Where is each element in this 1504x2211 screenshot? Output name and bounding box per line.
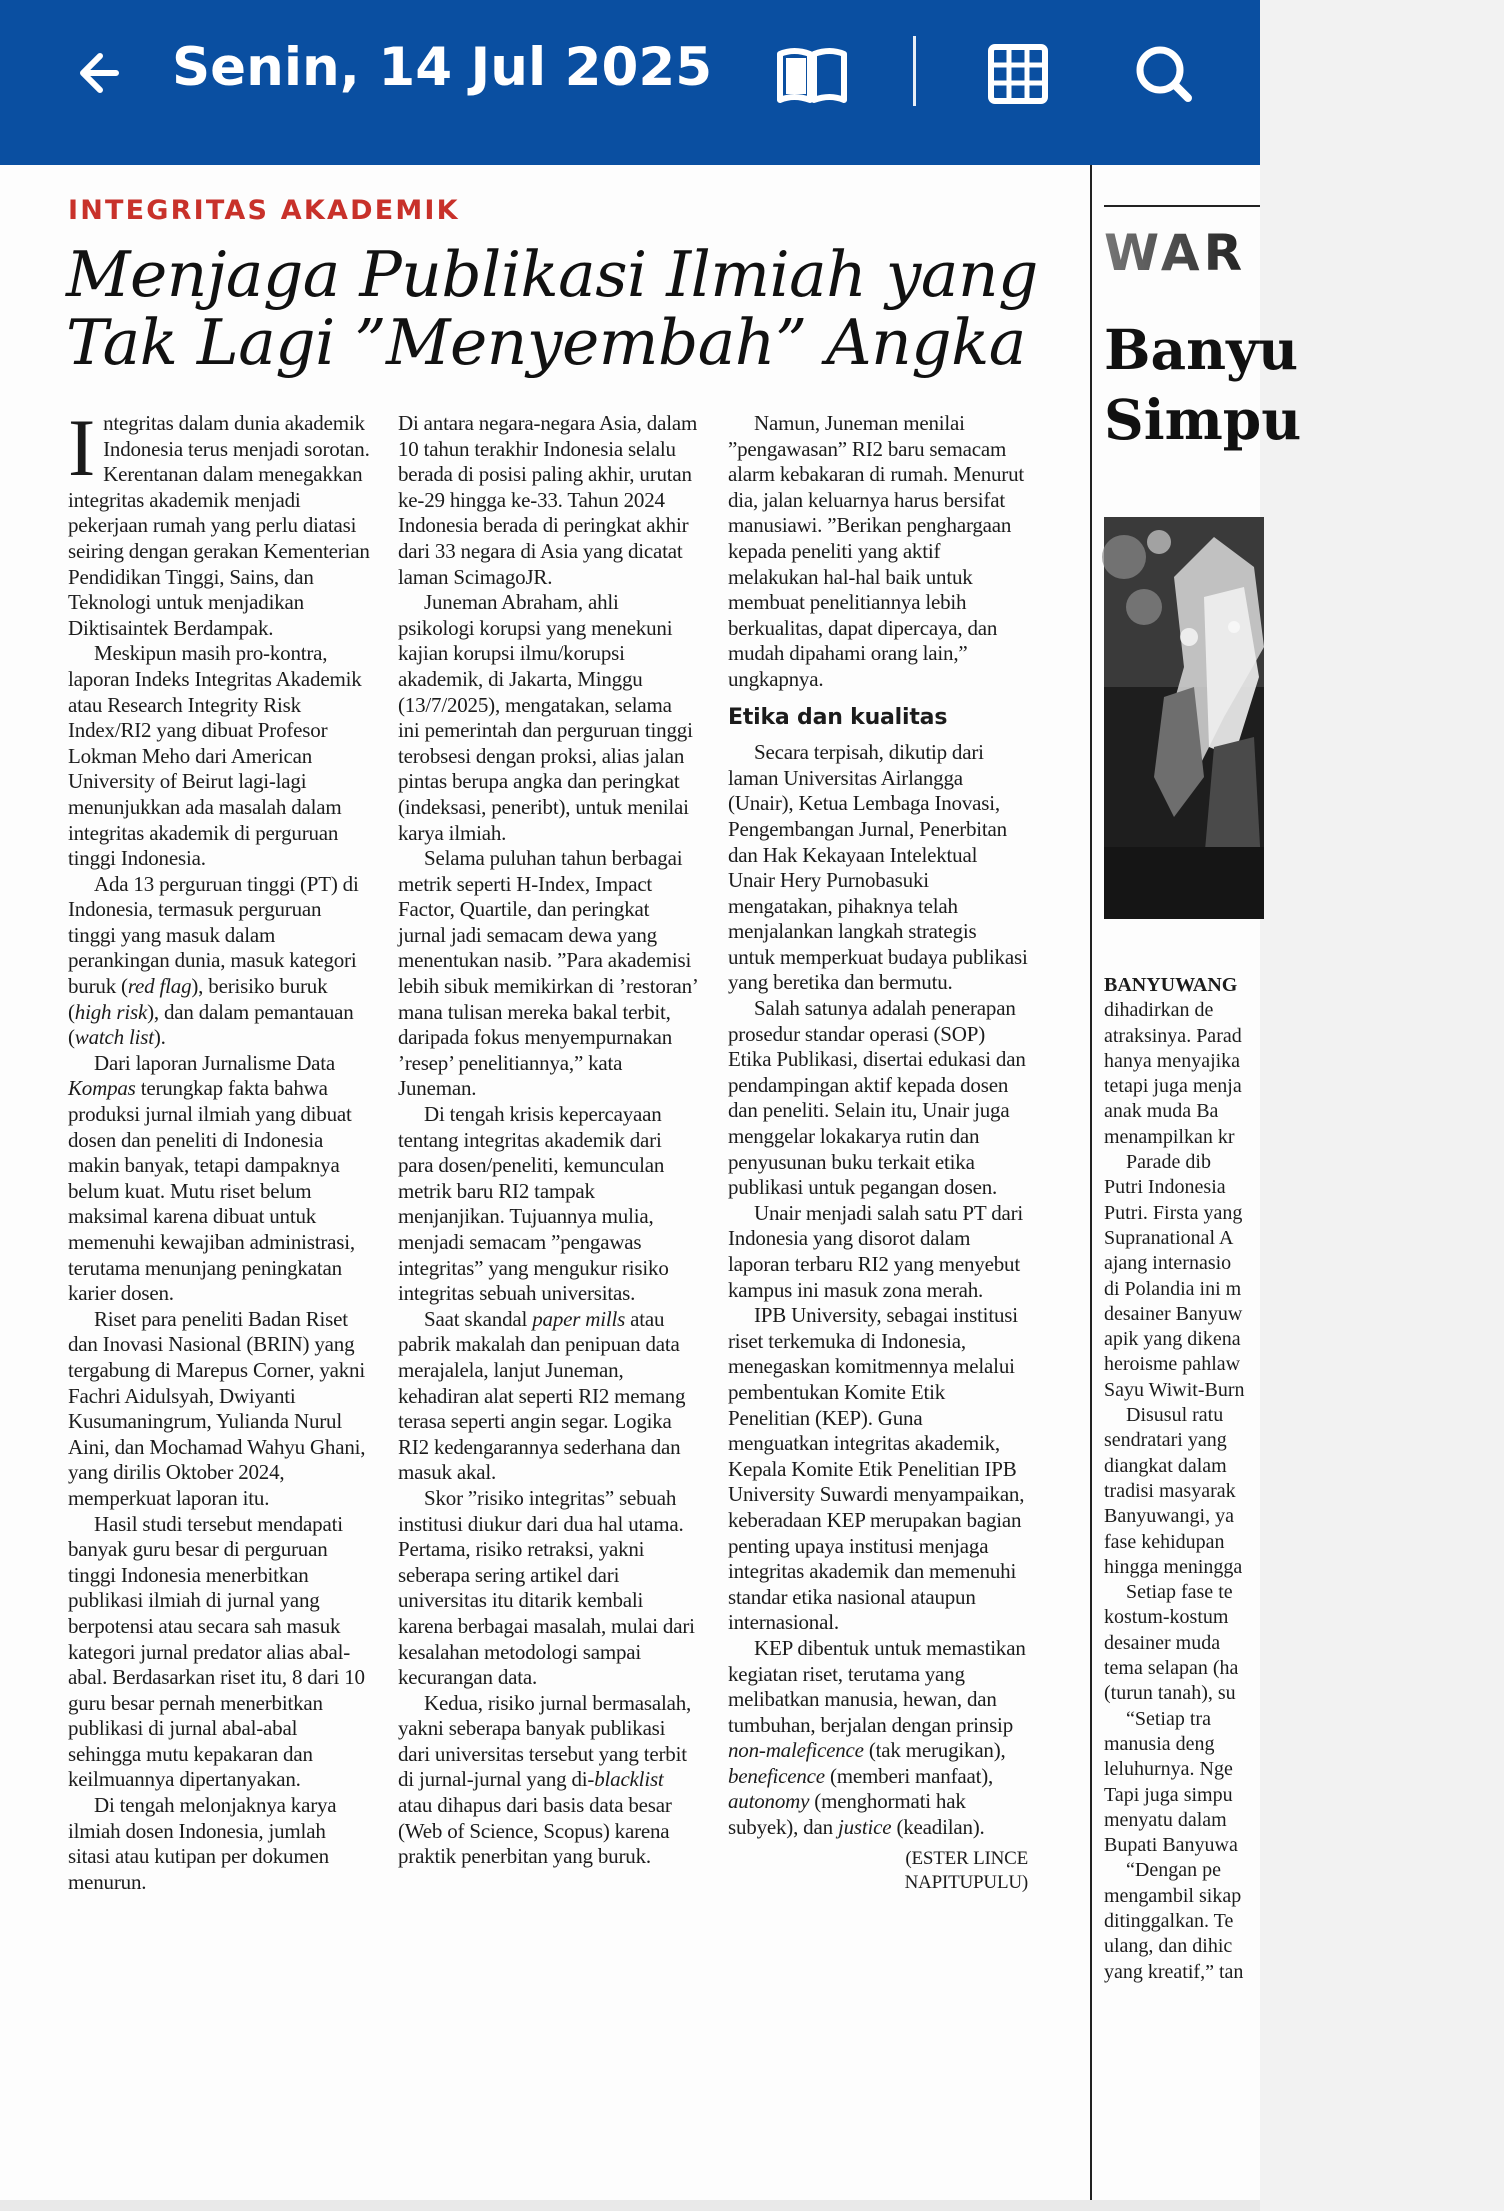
side-article-line: Sayu Wiwit-Burn — [1104, 1378, 1245, 1401]
side-article-line: Setiap fase te — [1126, 1581, 1233, 1604]
column-divider-rule — [1090, 165, 1092, 2200]
side-article-line: atraksinya. Parad — [1104, 1024, 1242, 1047]
side-article-line: leluhurnya. Nge — [1104, 1758, 1233, 1781]
side-article-line: sendratari yang — [1104, 1429, 1227, 1452]
side-article-line: Banyuwangi, ya — [1104, 1505, 1234, 1528]
side-article-line: Supranational A — [1104, 1226, 1234, 1249]
search-icon[interactable] — [1124, 34, 1204, 114]
headline-line-1: Menjaga Publikasi Ilmiah yang — [66, 238, 1038, 311]
side-article-line: desainer Banyuw — [1104, 1302, 1243, 1325]
side-article-line: manusia deng — [1104, 1732, 1215, 1755]
paragraph: Di antara negara-negara Asia, dalam 10 tahun terakhir Indonesia selalu berada di posisi paling akhir, urutan ke-29 hingga ke-33. Tahun 2024 Indonesia berada di peringkat akhir dari 33 negara di Asia yang dicatat laman ScimagoJR. — [398, 411, 698, 589]
side-article-line: hanya menyajika — [1104, 1049, 1241, 1072]
author-byline: (ESTER LINCE NAPITUPULU) — [904, 1847, 1028, 1893]
side-article-line: kostum-kostum — [1104, 1606, 1229, 1629]
side-article-logo — [1104, 224, 1264, 282]
section-subheading: Etika dan kualitas — [728, 704, 948, 730]
side-article-line: ajang internasio — [1104, 1252, 1232, 1275]
article-kicker: INTEGRITAS AKADEMIK — [68, 195, 460, 226]
side-article-photo[interactable] — [1104, 517, 1264, 919]
side-article-line: “Dengan pe — [1126, 1859, 1221, 1882]
side-article-line: yang kreatif,” tan — [1104, 1960, 1244, 1983]
headline-line-2: Tak Lagi ”Menyembah” Angka — [66, 306, 1026, 379]
paragraph: KEP dibentuk untuk memastikan kegiatan riset, terutama yang melibatkan manusia, hewan, dan tumbuhan, berjalan dengan prinsip non-maleficence (tak merugikan), beneficence (memberi manfaat), autonomy (menghormati hak subyek), dan justice (keadilan). — [728, 1635, 1026, 1840]
side-article-line: BANYUWANG — [1104, 974, 1238, 996]
toolbar-divider — [913, 36, 916, 106]
paragraph: Selama puluhan tahun berbagai metrik seperti H-Index, Impact Factor, Quartile, dan peringkat jurnal jadi semacam dewa yang menentukan nasib. ”Para akademisi lebih sibuk memikirkan di ’restoran’ mana tulisan mereka bakal terbit, daripada fokus menyempurnakan ’resep’ penelitiannya,” kata Juneman. — [398, 846, 698, 1101]
side-article-line: diangkat dalam — [1104, 1454, 1227, 1477]
side-article-line: anak muda Ba — [1104, 1100, 1219, 1123]
paragraph: Riset para peneliti Badan Riset dan Inovasi Nasional (BRIN) yang tergabung di Marepus Corner, yakni Fachri Aidulsyah, Dwiyanti Kusumaningrum, Yulianda Nurul Aini, dan Mochamad Wahyu Ghani, yang dirilis Oktober 2024, memperkuat laporan itu. — [68, 1306, 366, 1510]
newspaper-page[interactable] — [0, 165, 1302, 2200]
side-article-line: Tapi juga simpu — [1104, 1783, 1233, 1806]
side-article-line: Disusul ratu — [1126, 1404, 1224, 1427]
side-article-line: Bupati Banyuwa — [1104, 1834, 1238, 1857]
side-article-line: dihadirkan de — [1104, 999, 1214, 1022]
back-arrow-icon[interactable] — [70, 40, 136, 106]
side-article-line: Parade dib — [1126, 1151, 1211, 1174]
paragraph: Di tengah melonjaknya karya ilmiah dosen Indonesia, jumlah sitasi atau kutipan per dokumen menurun. — [68, 1793, 337, 1894]
paragraph: Secara terpisah, dikutip dari laman Universitas Airlangga (Unair), Ketua Lembaga Inovasi, Pengembangan Jurnal, Penerbitan dan Hak Kekayaan Intelektual Unair Hery Purnobasuki mengatakan, pihaknya telah menjalankan langkah strategis untuk memperkuat budaya publikasi yang beretika dan bermutu. — [728, 740, 1028, 995]
paragraph: Kedua, risiko jurnal bermasalah, yakni seberapa banyak publikasi dari universitas tersebut yang terbit di jurnal-jurnal yang di-blacklist atau dihapus dari basis data besar (Web of Science, Scopus) karena praktik penerbitan yang buruk. — [398, 1690, 692, 1869]
paragraph: Skor ”risiko integritas” sebuah institusi diukur dari dua hal utama. Pertama, risiko retraksi, yakni seberapa sering artikel dari universitas itu ditarik kembali karena berbagai masalah, mulai dari kesalahan metodologi sampai kecurangan data. — [398, 1485, 695, 1690]
side-article-line: tema selapan (ha — [1104, 1657, 1239, 1680]
side-article-line: ulang, dan dihic — [1104, 1935, 1233, 1958]
paragraph: Dari laporan Jurnalisme Data Kompas terungkap fakta bahwa produksi jurnal ilmiah yang dibuat dosen dan peneliti di Indonesia makin banyak, tetapi dampaknya belum kuat. Mutu riset belum maksimal karena dibuat untuk memenuhi kewajiban administrasi, terutama menunjang peningkatan karier dosen. — [68, 1050, 355, 1306]
side-article-text — [1104, 973, 1260, 2193]
side-article-line: desainer muda — [1104, 1631, 1221, 1654]
bottom-edge — [0, 2200, 1260, 2211]
side-article-top-rule — [1104, 205, 1260, 207]
paragraph: Juneman Abraham, ahli psikologi korupsi yang menekuni kajian korupsi ilmu/korupsi akademik, di Jakarta, Minggu (13/7/2025), mengatakan, selama ini pemerintah dan perguruan tinggi terobsesi dengan proksi, alias jalan pintas berupa angka dan peringkat (indeksasi, peneribt), untuk menilai karya ilmiah. — [398, 590, 693, 845]
paragraph: Ada 13 perguruan tinggi (PT) di Indonesia, termasuk perguruan tinggi yang masuk dalam perankingan dunia, masuk kategori buruk (red flag), berisiko buruk (high risk), dan dalam pemantauan (watch list). — [68, 871, 359, 1050]
side-article-line: mengambil sikap — [1104, 1884, 1242, 1907]
drop-cap: I — [68, 402, 96, 493]
side-article-line: ditinggalkan. Te — [1104, 1909, 1234, 1932]
edition-date-title: Senin, 14 Jul 2025 — [172, 37, 713, 98]
side-article-line: apik yang dikena — [1104, 1328, 1241, 1351]
paragraph: IPB University, sebagai institusi riset terkemuka di Indonesia, menegaskan komitmennya melalui pembentukan Komite Etik Penelitian (KEP). Guna menguatkan integritas akademik, Kepala Komite Etik Penelitian IPB University Suwardi menyampaikan, keberadaan KEP merupakan bagian penting upaya institusi menjaga integritas akademik dan memenuhi standar etika nasional ataupun internasional. — [728, 1303, 1025, 1635]
paragraph: Saat skandal paper mills atau pabrik makalah dan penipuan data merajalela, lanjut Juneman, kehadiran alat seperti RI2 memang terasa seperti angin segar. Logika RI2 kedengarannya sederhana dan masuk akal. — [398, 1306, 686, 1485]
side-article-line: (turun tanah), su — [1104, 1682, 1236, 1705]
side-article-line: heroisme pahlaw — [1104, 1353, 1241, 1376]
paragraph: Integritas dalam dunia akademik Indonesia terus menjadi sorotan. Kerentanan dalam menegakkan integritas akademik menjadi pekerjaan rumah yang perlu diatasi seiring dengan gerakan Kementerian Pendidikan Tinggi, Sains, dan Teknologi untuk menjadikan Diktisaintek Berdampak. — [68, 402, 370, 640]
paragraph: Di tengah krisis kepercayaan tentang integritas akademik dari para dosen/peneliti, kemunculan metrik baru RI2 tampak menjanjikan. Tujuannya mulia, menjadi semacam ”pengawas integritas” yang mengukur risiko integritas sebuah universitas. — [398, 1102, 669, 1306]
side-article-line: di Polandia ini m — [1104, 1277, 1242, 1300]
side-article-line: Putri. Firsta yang — [1104, 1201, 1243, 1224]
side-article-title[interactable]: Banyu Simpu — [1104, 317, 1302, 452]
paragraph: Unair menjadi salah satu PT dari Indonesia yang disorot dalam laporan terbaru RI2 yang menyebut kampus ini masuk zona merah. — [728, 1200, 1024, 1302]
book-icon[interactable] — [772, 34, 852, 114]
side-article-line: fase kehidupan — [1104, 1530, 1225, 1553]
side-article-line: “Setiap tra — [1126, 1707, 1211, 1730]
side-article-line: tetapi juga menja — [1104, 1075, 1242, 1098]
article-column-3 — [728, 411, 1028, 1895]
side-article-line: Putri Indonesia — [1104, 1176, 1226, 1199]
paragraph: Meskipun masih pro-kontra, laporan Indeks Integritas Akademik atau Research Integrity Risk Index/RI2 yang dibuat Profesor Lokman Meho dari American University of Beirut lagi-lagi menunjukkan ada masalah dalam integritas akademik di perguruan tinggi Indonesia. — [68, 641, 362, 871]
article-column-2 — [398, 411, 698, 1870]
side-article-line: menampilkan kr — [1104, 1125, 1235, 1148]
side-article-line: hingga meningga — [1104, 1555, 1243, 1578]
side-article-line: tradisi masyarak — [1104, 1479, 1236, 1502]
article-column-1 — [68, 402, 370, 1895]
paragraph: Salah satunya adalah penerapan prosedur standar operasi (SOP) Etika Publikasi, disertai edukasi dan pendampingan aktif kepada dosen dan peneliti. Selain itu, Unair juga menggelar lokakarya rutin dan penyusunan buku terkait etika publikasi untuk pegangan dosen. — [728, 996, 1026, 1200]
side-article-line: menyatu dalam — [1104, 1808, 1227, 1831]
paragraph: Hasil studi tersebut mendapati banyak guru besar di perguruan tinggi Indonesia menerbitkan publikasi ilmiah di jurnal yang berpotensi atau secara sah masuk kategori jurnal predator alias abal-abal. Berdasarkan riset itu, 8 dari 10 guru besar pernah menerbitkan publikasi di jurnal abal-abal sehingga mutu kepakaran dan keilmuannya dipertanyakan. — [68, 1511, 365, 1792]
top-app-bar — [0, 0, 1260, 165]
article-headline[interactable] — [66, 238, 1066, 379]
side-article-logo-text: WAR — [1104, 224, 1247, 282]
grid-icon[interactable] — [978, 34, 1058, 114]
paragraph: Namun, Juneman menilai ”pengawasan” RI2 baru semacam alarm kebakaran di rumah. Menurut dia, jalan keluarnya harus bersifat manusiawi. ”Berikan penghargaan kepada peneliti yang aktif melakukan hal-hal baik untuk membuat penelitiannya lebih berkualitas, dapat dipercaya, dan mudah dipahami orang lain,” ungkapnya. — [728, 411, 1025, 691]
